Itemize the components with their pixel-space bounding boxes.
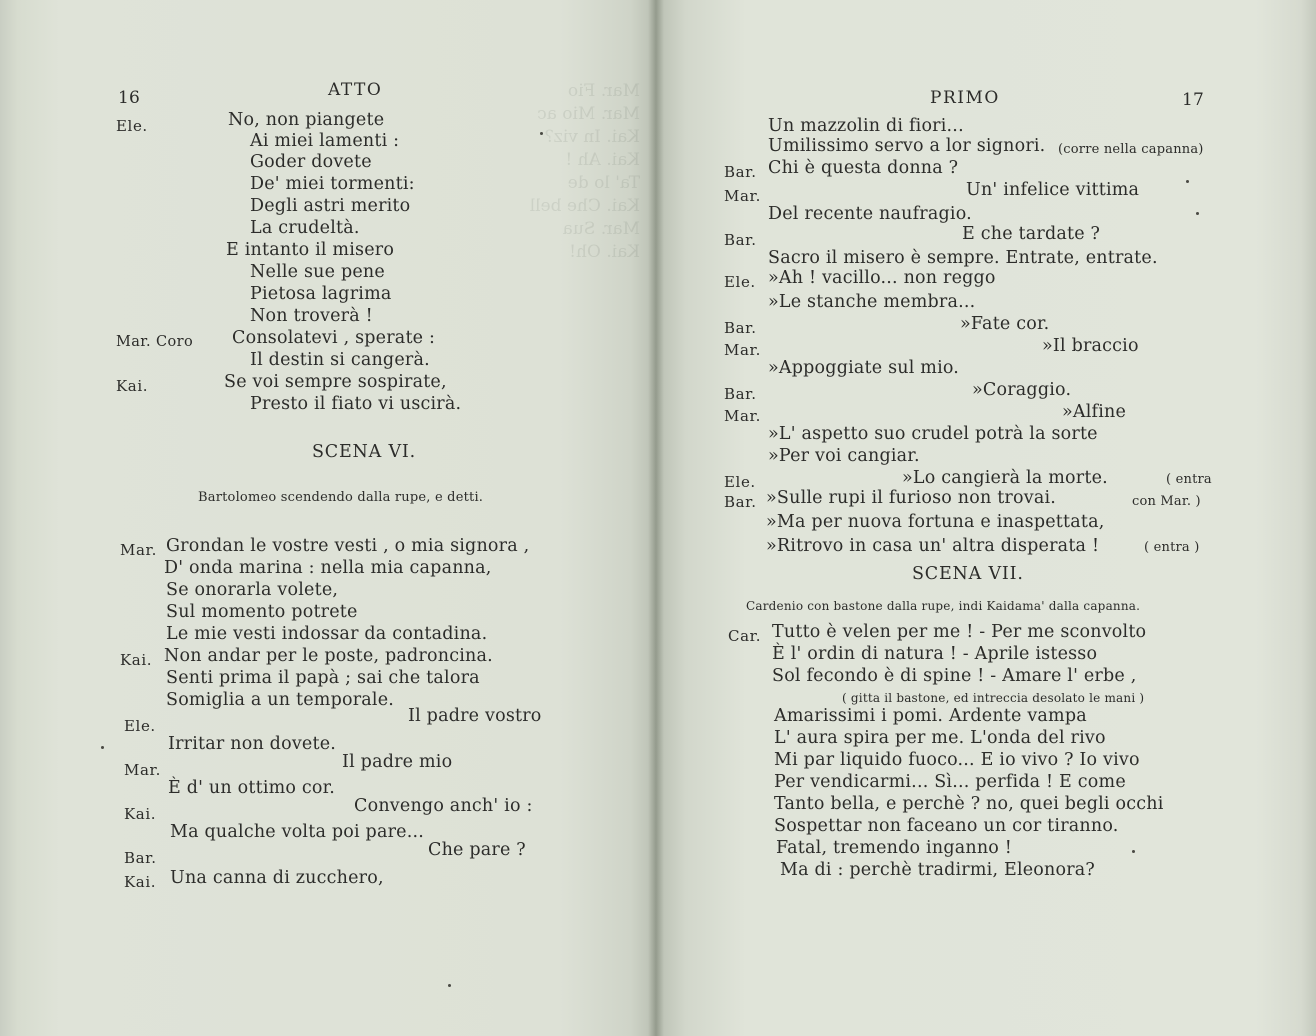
verse-line: Chi è questa donna ? xyxy=(768,158,959,178)
verse-line: E intanto il misero xyxy=(226,240,395,260)
verse-line: »Il braccio xyxy=(1042,336,1139,356)
verse-line: Amarissimi i pomi. Ardente vampa xyxy=(774,706,1087,726)
page-header: PRIMO xyxy=(930,88,1000,108)
verse-line: Senti prima il papà ; sai che talora xyxy=(166,668,480,688)
verse-line: Se voi sempre sospirate, xyxy=(224,372,447,392)
speaker-label: Mar. xyxy=(124,761,161,779)
verse-line: »Sulle rupi il furioso non trovai. xyxy=(766,488,1057,508)
verse-line: Somiglia a un temporale. xyxy=(166,690,395,710)
verse-line: È d' un ottimo cor. xyxy=(168,778,336,798)
stage-direction: ( entra xyxy=(1166,472,1212,487)
verse-line: E che tardate ? xyxy=(962,224,1101,244)
verse-line: »Ritrovo in casa un' altra disperata ! xyxy=(766,536,1100,556)
verse-line: »Ah ! vacillo... non reggo xyxy=(768,268,996,288)
verse-line: Se onorarla volete, xyxy=(166,580,339,600)
verse-line: Non troverà ! xyxy=(250,306,373,326)
speaker-label: Bar. xyxy=(724,385,757,403)
verse-line: Del recente naufragio. xyxy=(768,204,972,224)
speaker-label: Kai. xyxy=(120,651,153,669)
verse-line: »Per voi cangiar. xyxy=(768,446,920,466)
stage-direction: ( gitta il bastone, ed intreccia desolato le mani ) xyxy=(842,691,1145,705)
scene-heading: SCENA VI. xyxy=(312,442,416,462)
speaker-label: Bar. xyxy=(724,163,757,181)
verse-line: Sospettar non faceano un cor tiranno. xyxy=(774,816,1119,836)
verse-line: Pietosa lagrima xyxy=(250,284,392,304)
page-number: 16 xyxy=(118,88,141,108)
speaker-label: Ele. xyxy=(124,717,156,735)
verse-line: Irritar non dovete. xyxy=(168,734,337,754)
verse-line: »Coraggio. xyxy=(972,380,1072,400)
stage-direction: ( entra ) xyxy=(1144,540,1200,555)
speaker-label: Ele. xyxy=(724,473,756,491)
ink-speck xyxy=(1196,212,1199,215)
stage-direction: Cardenio con bastone dalla rupe, indi Kaidama' dalla capanna. xyxy=(746,599,1141,613)
verse-line: De' miei tormenti: xyxy=(250,174,415,194)
verse-line: La crudeltà. xyxy=(250,218,360,238)
verse-line: Non andar per le poste, padroncina. xyxy=(164,646,493,666)
verse-line: Ma qualche volta poi pare... xyxy=(170,822,425,842)
verse-line: Tutto è velen per me ! - Per me sconvolto xyxy=(772,622,1147,642)
verse-line: Tanto bella, e perchè ? no, quei begli occhi xyxy=(774,794,1164,814)
speaker-label: Mar. Coro xyxy=(116,334,194,350)
speaker-label: Bar. xyxy=(724,493,757,511)
speaker-label: Kai. xyxy=(116,377,149,395)
verse-line: Nelle sue pene xyxy=(250,262,385,282)
verse-line: D' onda marina : nella mia capanna, xyxy=(164,558,492,578)
speaker-label: Mar. xyxy=(724,187,761,205)
verse-line: È l' ordin di natura ! - Aprile istesso xyxy=(772,644,1098,664)
verse-line: Sacro il misero è sempre. Entrate, entrate. xyxy=(768,248,1158,268)
verse-line: Una canna di zucchero, xyxy=(170,868,384,888)
speaker-label: Car. xyxy=(728,627,762,645)
stage-direction: Bartolomeo scendendo dalla rupe, e detti. xyxy=(198,490,484,505)
verse-line: Ma di : perchè tradirmi, Eleonora? xyxy=(780,860,1096,880)
scene-heading: SCENA VII. xyxy=(912,564,1024,584)
verse-line: »L' aspetto suo crudel potrà la sorte xyxy=(768,424,1098,444)
page-header: ATTO xyxy=(328,80,383,100)
speaker-label: Bar. xyxy=(124,849,157,867)
verse-line: Umilissimo servo a lor signori. xyxy=(768,136,1046,156)
verse-line: Degli astri merito xyxy=(250,196,411,216)
verse-line: Consolatevi , sperate : xyxy=(232,328,436,348)
page-number: 17 xyxy=(1182,90,1205,110)
speaker-label: Mar. xyxy=(724,341,761,359)
verse-line: Un' infelice vittima xyxy=(966,180,1140,200)
speaker-label: Ele. xyxy=(724,273,756,291)
verse-line: Mi par liquido fuoco... E io vivo ? Io vivo xyxy=(774,750,1140,770)
verse-line: »Appoggiate sul mio. xyxy=(768,358,960,378)
verse-line: Che pare ? xyxy=(428,840,526,860)
verse-line: Grondan le vostre vesti , o mia signora , xyxy=(166,536,530,556)
ink-speck xyxy=(101,746,104,749)
speaker-label: Kai. xyxy=(124,805,157,823)
verse-line: Sul momento potrete xyxy=(166,602,358,622)
verse-line: Un mazzolin di fiori... xyxy=(768,116,964,136)
ink-speck xyxy=(1132,850,1135,853)
verse-line: Il padre vostro xyxy=(408,706,542,726)
stage-direction: con Mar. ) xyxy=(1132,494,1201,509)
verse-line: »Fate cor. xyxy=(960,314,1050,334)
left-page xyxy=(0,0,656,1036)
verse-line: Il destin si cangerà. xyxy=(250,350,430,370)
speaker-label: Mar. xyxy=(120,541,157,559)
verse-line: »Le stanche membra... xyxy=(768,292,976,312)
speaker-label: Bar. xyxy=(724,319,757,337)
ink-speck xyxy=(1186,180,1189,183)
verse-line: Ai miei lamenti : xyxy=(250,131,400,151)
book-gutter xyxy=(648,0,664,1036)
speaker-label: Kai. xyxy=(124,873,157,891)
right-page xyxy=(656,0,1316,1036)
verse-line: Goder dovete xyxy=(250,152,372,172)
verse-line: Sol fecondo è di spine ! - Amare l' erbe , xyxy=(772,666,1137,686)
speaker-label: Bar. xyxy=(724,231,757,249)
verse-line: »Lo cangierà la morte. xyxy=(902,468,1108,488)
verse-line: Per vendicarmi... Sì... perfida ! E come xyxy=(774,772,1126,792)
verse-line: Convengo anch' io : xyxy=(354,796,533,816)
verse-line: Fatal, tremendo inganno ! xyxy=(776,838,1013,858)
ink-speck xyxy=(448,984,451,987)
verse-line: Le mie vesti indossar da contadina. xyxy=(166,624,488,644)
bleed-through: Mar. Fio Mar. Mio ac Kai. In viz? Kai. Ah ! Ta' lo de Kai. Che bell Mar. Sua Kai. Oh! xyxy=(529,81,640,262)
ink-speck xyxy=(540,132,543,135)
verse-line: Presto il fiato vi uscirà. xyxy=(250,394,462,414)
stage-direction: (corre nella capanna) xyxy=(1058,142,1204,157)
verse-line: No, non piangete xyxy=(228,110,385,130)
verse-line: »Alfine xyxy=(1062,402,1127,422)
verse-line: L' aura spira per me. L'onda del rivo xyxy=(774,728,1106,748)
verse-line: »Ma per nuova fortuna e inaspettata, xyxy=(766,512,1105,532)
speaker-label: Ele. xyxy=(116,117,148,135)
speaker-label: Mar. xyxy=(724,407,761,425)
verse-line: Il padre mio xyxy=(342,752,453,772)
